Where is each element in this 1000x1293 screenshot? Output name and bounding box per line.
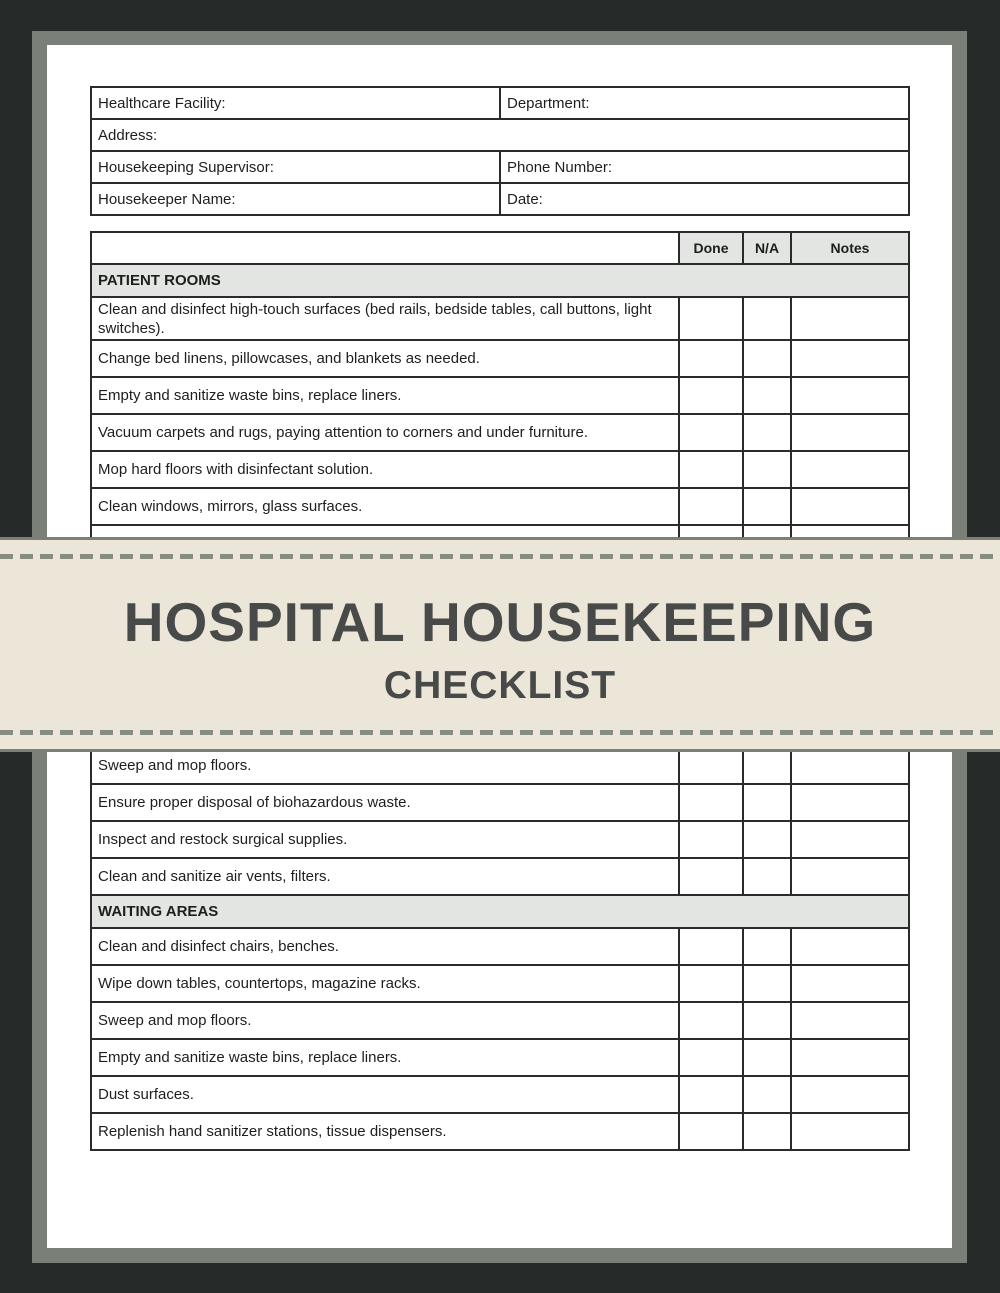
done-checkbox[interactable]: [679, 747, 743, 784]
na-checkbox[interactable]: [743, 1039, 791, 1076]
section-header-waiting-areas: [91, 895, 909, 928]
table-row: [91, 821, 909, 858]
notes-field[interactable]: [791, 488, 909, 525]
table-row: [91, 377, 909, 414]
section-title: PATIENT ROOMS: [91, 264, 909, 297]
done-checkbox[interactable]: [679, 297, 743, 340]
na-checkbox[interactable]: [743, 451, 791, 488]
checklist-header-row: [91, 232, 909, 264]
table-row: [91, 1076, 909, 1113]
notes-field[interactable]: [791, 821, 909, 858]
notes-column-header: Notes: [791, 232, 909, 264]
done-checkbox[interactable]: [679, 1076, 743, 1113]
notes-field[interactable]: [791, 297, 909, 340]
department-field[interactable]: [500, 87, 909, 119]
dashed-divider: [0, 730, 1000, 735]
notes-field[interactable]: [791, 1039, 909, 1076]
na-checkbox[interactable]: [743, 784, 791, 821]
task-text: Clean windows, mirrors, glass surfaces.: [91, 488, 679, 525]
table-row: [91, 965, 909, 1002]
address-field[interactable]: [91, 119, 909, 151]
table-row: [91, 928, 909, 965]
done-checkbox[interactable]: [679, 377, 743, 414]
na-checkbox[interactable]: [743, 1076, 791, 1113]
address-label: Address:: [98, 126, 158, 144]
na-column-header: N/A: [743, 232, 791, 264]
phone-label: Phone Number:: [507, 158, 613, 176]
title-banner: [0, 537, 1000, 752]
notes-field[interactable]: [791, 377, 909, 414]
done-checkbox[interactable]: [679, 1113, 743, 1150]
dashed-divider: [0, 554, 1000, 559]
done-checkbox[interactable]: [679, 488, 743, 525]
task-text: Sweep and mop floors.: [91, 747, 679, 784]
na-checkbox[interactable]: [743, 858, 791, 895]
banner-title: HOSPITAL HOUSEKEEPING: [123, 591, 877, 653]
notes-field[interactable]: [791, 414, 909, 451]
table-row: [91, 414, 909, 451]
notes-field[interactable]: [791, 747, 909, 784]
table-row: [91, 747, 909, 784]
done-checkbox[interactable]: [679, 414, 743, 451]
table-row: [91, 451, 909, 488]
done-checkbox[interactable]: [679, 784, 743, 821]
done-checkbox[interactable]: [679, 451, 743, 488]
table-row: [91, 297, 909, 340]
notes-field[interactable]: [791, 1113, 909, 1150]
done-checkbox[interactable]: [679, 340, 743, 377]
task-text: Wipe down tables, countertops, magazine racks.: [91, 965, 679, 1002]
table-row: [91, 1039, 909, 1076]
na-checkbox[interactable]: [743, 928, 791, 965]
task-text: Sweep and mop floors.: [91, 1002, 679, 1039]
done-checkbox[interactable]: [679, 821, 743, 858]
task-text: Clean and sanitize air vents, filters.: [91, 858, 679, 895]
notes-field[interactable]: [791, 965, 909, 1002]
task-text: Mop hard floors with disinfectant solution.: [91, 451, 679, 488]
table-row: [91, 488, 909, 525]
done-checkbox[interactable]: [679, 928, 743, 965]
done-checkbox[interactable]: [679, 1002, 743, 1039]
phone-field[interactable]: [500, 151, 909, 183]
info-form: [90, 86, 910, 216]
housekeeper-field[interactable]: [91, 183, 500, 215]
task-text: Clean and disinfect high-touch surfaces (bed rails, bedside tables, call buttons, light switches).: [91, 297, 679, 340]
supervisor-field[interactable]: [91, 151, 500, 183]
task-text: Ensure proper disposal of biohazardous waste.: [91, 784, 679, 821]
done-checkbox[interactable]: [679, 965, 743, 1002]
notes-field[interactable]: [791, 1076, 909, 1113]
task-text: Change bed linens, pillowcases, and blankets as needed.: [91, 340, 679, 377]
housekeeper-label: Housekeeper Name:: [98, 190, 236, 208]
done-checkbox[interactable]: [679, 1039, 743, 1076]
section-header-patient-rooms: [91, 264, 909, 297]
na-checkbox[interactable]: [743, 340, 791, 377]
supervisor-label: Housekeeping Supervisor:: [98, 158, 274, 176]
notes-field[interactable]: [791, 784, 909, 821]
na-checkbox[interactable]: [743, 377, 791, 414]
task-text: Inspect and restock surgical supplies.: [91, 821, 679, 858]
task-text: Clean and disinfect chairs, benches.: [91, 928, 679, 965]
na-checkbox[interactable]: [743, 821, 791, 858]
task-text: Empty and sanitize waste bins, replace liners.: [91, 377, 679, 414]
notes-field[interactable]: [791, 858, 909, 895]
date-label: Date:: [507, 190, 543, 208]
notes-field[interactable]: [791, 928, 909, 965]
notes-field[interactable]: [791, 1002, 909, 1039]
na-checkbox[interactable]: [743, 1113, 791, 1150]
department-label: Department:: [507, 94, 590, 112]
na-checkbox[interactable]: [743, 488, 791, 525]
na-checkbox[interactable]: [743, 1002, 791, 1039]
notes-field[interactable]: [791, 451, 909, 488]
done-checkbox[interactable]: [679, 858, 743, 895]
healthcare-facility-label: Healthcare Facility:: [98, 94, 226, 112]
na-checkbox[interactable]: [743, 747, 791, 784]
banner-subtitle: CHECKLIST: [383, 664, 617, 707]
date-field[interactable]: [500, 183, 909, 215]
task-text: Dust surfaces.: [91, 1076, 679, 1113]
na-checkbox[interactable]: [743, 297, 791, 340]
notes-field[interactable]: [791, 340, 909, 377]
table-row: [91, 1002, 909, 1039]
healthcare-facility-field[interactable]: [91, 87, 500, 119]
table-row: [91, 784, 909, 821]
task-text: Empty and sanitize waste bins, replace liners.: [91, 1039, 679, 1076]
section-title: WAITING AREAS: [91, 895, 909, 928]
na-checkbox[interactable]: [743, 414, 791, 451]
task-text: Replenish hand sanitizer stations, tissue dispensers.: [91, 1113, 679, 1150]
task-column-header: [91, 232, 679, 264]
task-text: Vacuum carpets and rugs, paying attention to corners and under furniture.: [91, 414, 679, 451]
table-row: [91, 1113, 909, 1150]
na-checkbox[interactable]: [743, 965, 791, 1002]
done-column-header: Done: [679, 232, 743, 264]
table-row: [91, 858, 909, 895]
table-row: [91, 340, 909, 377]
